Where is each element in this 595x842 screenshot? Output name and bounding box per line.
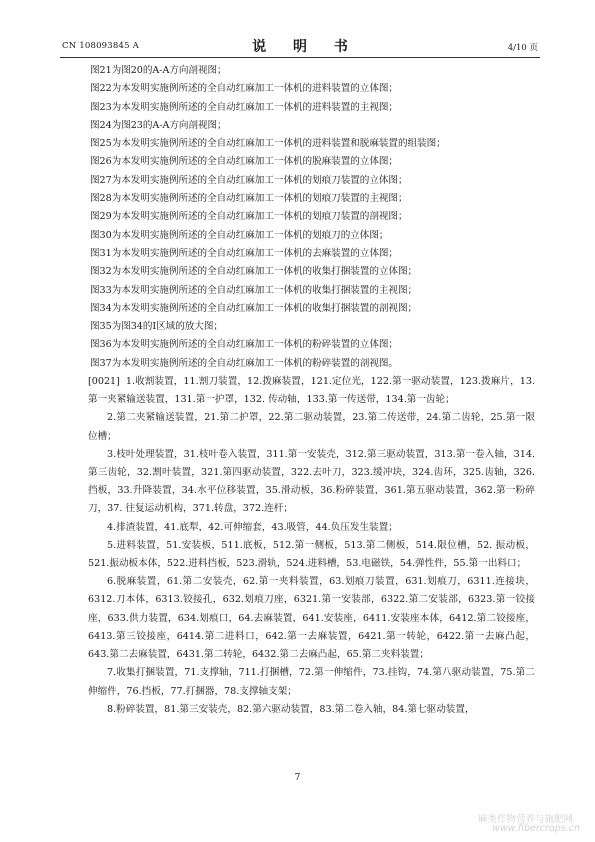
patent-number: CN 108093845 A: [62, 41, 139, 51]
component-list-item: 6.脱麻装置，61.第二安装壳，62.第一夹料装置，63.划痕刀装置，631.划痕刀，6311.连接块，6312.刀本体，6313.铰接孔，632.划痕刀座，6321.第一安装部，6322.第二安装部，6323.第一铰接座，633.供力装置，634.划痕口，64.去麻装置，641.安装座，6411.安装座本体，6412.第二铰接座，6413.第三铰接座，6414.第二进料口，642.第一去麻装置，6421.第一转轮，6422.第一去麻凸起，643.第二去麻装置，6431.第二转轮，6432.第二去麻凸起，65.第二夹料装置；: [88, 576, 535, 661]
page-header: [60, 34, 540, 56]
paragraph-0021: [88, 373, 535, 409]
figure-line: 图30为本发明实施例所述的全自动红麻加工一体机的划痕刀的立体图；: [90, 229, 389, 241]
figure-line: 图37为本发明实施例所述的全自动红麻加工一体机的粉碎装置的剖视图。: [90, 357, 398, 369]
component-list-item: 5.进料装置，51.安装板，511.底板，512.第一侧板，513.第二侧板，514.限位槽，52. 振动板，521.振动板本体，522.进料挡板，523.滑轨，524.进料槽，53.电磁铁，54.弹性件，55.第一出料口；: [88, 539, 535, 570]
figure-line: 图36为本发明实施例所述的全自动红麻加工一体机的粉碎装置的立体图；: [90, 339, 398, 351]
paragraph-text: 1.收割装置，11.割刀装置，12.拨麻装置，121.定位光，122.第一驱动装置，123.拨麻片，13.第一夹紧输送装置，131.第一护罩，132. 传动轴，133.第一传送带，134.第一齿轮；: [88, 376, 535, 406]
figure-line: 图27为本发明实施例所述的全自动红麻加工一体机的划痕刀装置的立体图；: [90, 174, 408, 186]
figure-line: 图23为本发明实施例所述的全自动红麻加工一体机的进料装置的主视图；: [90, 101, 398, 113]
watermark-url: www.fibercrops.cn: [492, 823, 580, 834]
figure-line: 图28为本发明实施例所述的全自动红麻加工一体机的划痕刀装置的主视图；: [90, 193, 408, 205]
figure-line: 图25为本发明实施例所述的全自动红麻加工一体机的进料装置和脱麻装置的组装图；: [90, 138, 446, 150]
figure-line: 图29为本发明实施例所述的全自动红麻加工一体机的划痕刀装置的剖视图；: [90, 211, 408, 223]
figure-line: 图32为本发明实施例所述的全自动红麻加工一体机的收集打捆装置的立体图；: [90, 266, 418, 278]
figure-line: 图21为图20的A-A方向剖视图；: [90, 65, 227, 76]
figure-line: 图35为图34的I区域的放大图；: [90, 321, 223, 333]
component-list-item: 7.收集打捆装置，71.支撑轴，711.打捆槽，72.第一伸缩件，73.挂钩，74.第八驱动装置，75.第二伸缩件，76.挡板，77.打捆器，78.支撑轴支架；: [88, 667, 535, 697]
figure-line: 图34为本发明实施例所述的全自动红麻加工一体机的收集打捆装置的剖视图；: [90, 302, 418, 314]
figure-list: [90, 62, 535, 373]
component-list-item: 2.第二夹紧输送装置，21.第二护罩，22.第二驱动装置，23.第二传送带，24.第二齿轮，25.第一限位槽；: [88, 412, 535, 442]
page-number: 7: [294, 773, 301, 783]
page-body: [90, 62, 535, 719]
figure-line: 图31为本发明实施例所述的全自动红麻加工一体机的去麻装置的立体图；: [90, 247, 398, 259]
component-list-item: 4.排渣装置，41.底犁，42.可伸缩套，43.吸管，44.负压发生装置；: [107, 521, 398, 533]
header-rule: [60, 57, 540, 58]
watermark-text: 麻类作物营养与施肥网: [477, 814, 573, 825]
figure-line: 图26为本发明实施例所述的全自动红麻加工一体机的脱麻装置的立体图；: [90, 156, 398, 168]
figure-line: 图33为本发明实施例所述的全自动红麻加工一体机的收集打捆装置的主视图；: [90, 284, 418, 296]
figure-line: 图24为图23的A-A方向剖视图；: [90, 119, 227, 131]
document-title: 说 明 书: [252, 39, 359, 55]
page-indicator: 4/10 页: [507, 43, 538, 53]
component-list-item: 3.枝叶处理装置，31.枝叶卷入装置，311.第一安装壳，312.第三驱动装置，313.第一卷入轴，314.第三齿轮，32.割叶装置，321.第四驱动装置，322.去叶刀，323.缓冲块，324.齿环，325.齿轴，326. 挡板，33.升降装置，34.水平位移装置，35.滑动板，36.粉碎装置，361.第五驱动装置，362.第一粉碎刀，37. 往复运动机构，371.转盘，372.连杆；: [88, 448, 535, 515]
figure-line: 图22为本发明实施例所述的全自动红麻加工一体机的进料装置的立体图；: [90, 83, 398, 95]
paragraph-tag: [0021]: [88, 376, 120, 388]
component-list-item: 8.粉碎装置，81.第三安装壳，82.第六驱动装置，83.第二卷入轴，84.第七驱动装置，: [107, 703, 475, 715]
